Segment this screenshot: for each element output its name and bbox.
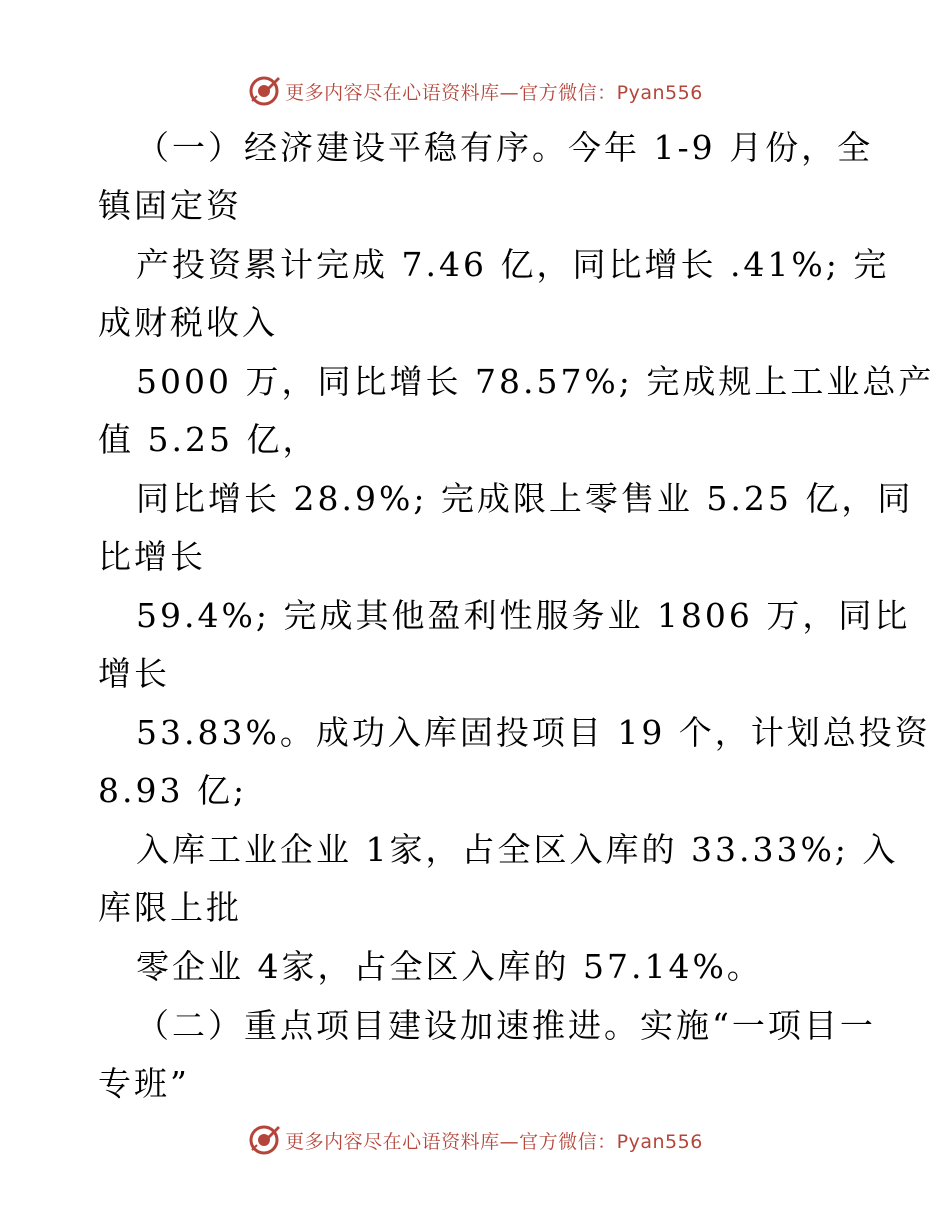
watermark-footer [0, 1120, 950, 1160]
paragraph-line: 同比增长 28.9%; 完成限上零售业 5.25 亿，同 [136, 479, 914, 518]
paragraph-line: （二）重点项目建设加速推进。实施“一项目一 [136, 1006, 876, 1045]
paragraph-line: 产投资累计完成 7.46 亿，同比增长 .41%; 完 [136, 245, 890, 284]
paragraph-line: 零企业 4家，占全区入库的 57.14%。 [136, 947, 763, 986]
paragraph-line: 镇固定资 [98, 186, 242, 225]
watermark-text: 更多内容尽在心语资料库—官方微信：Pyan556 [285, 1130, 703, 1153]
paragraph-line: 值 5.25 亿， [98, 420, 319, 459]
paragraph-line: 53.83%。成功入库固投项目 19 个，计划总投资 [136, 713, 931, 752]
paragraph-line: 比增长 [98, 537, 206, 576]
pen-logo-icon [247, 1123, 281, 1157]
watermark-text: 更多内容尽在心语资料库—官方微信：Pyan556 [285, 81, 703, 104]
paragraph-line: 入库工业企业 1家，占全区入库的 33.33%; 入 [136, 830, 899, 869]
paragraph-line: 专班” [98, 1064, 190, 1103]
paragraph-line: 8.93 亿; [98, 771, 248, 810]
paragraph-line: 成财税收入 [98, 303, 278, 342]
paragraph-line: （一）经济建设平稳有序。今年 1-9 月份，全 [136, 128, 874, 167]
paragraph-line: 库限上批 [98, 888, 242, 927]
paragraph-line: 5000 万，同比增长 78.57%; 完成规上工业总产 [136, 362, 935, 401]
paragraph-line: 59.4%; 完成其他盈利性服务业 1806 万，同比 [136, 596, 911, 635]
paragraph-line: 增长 [98, 654, 170, 693]
